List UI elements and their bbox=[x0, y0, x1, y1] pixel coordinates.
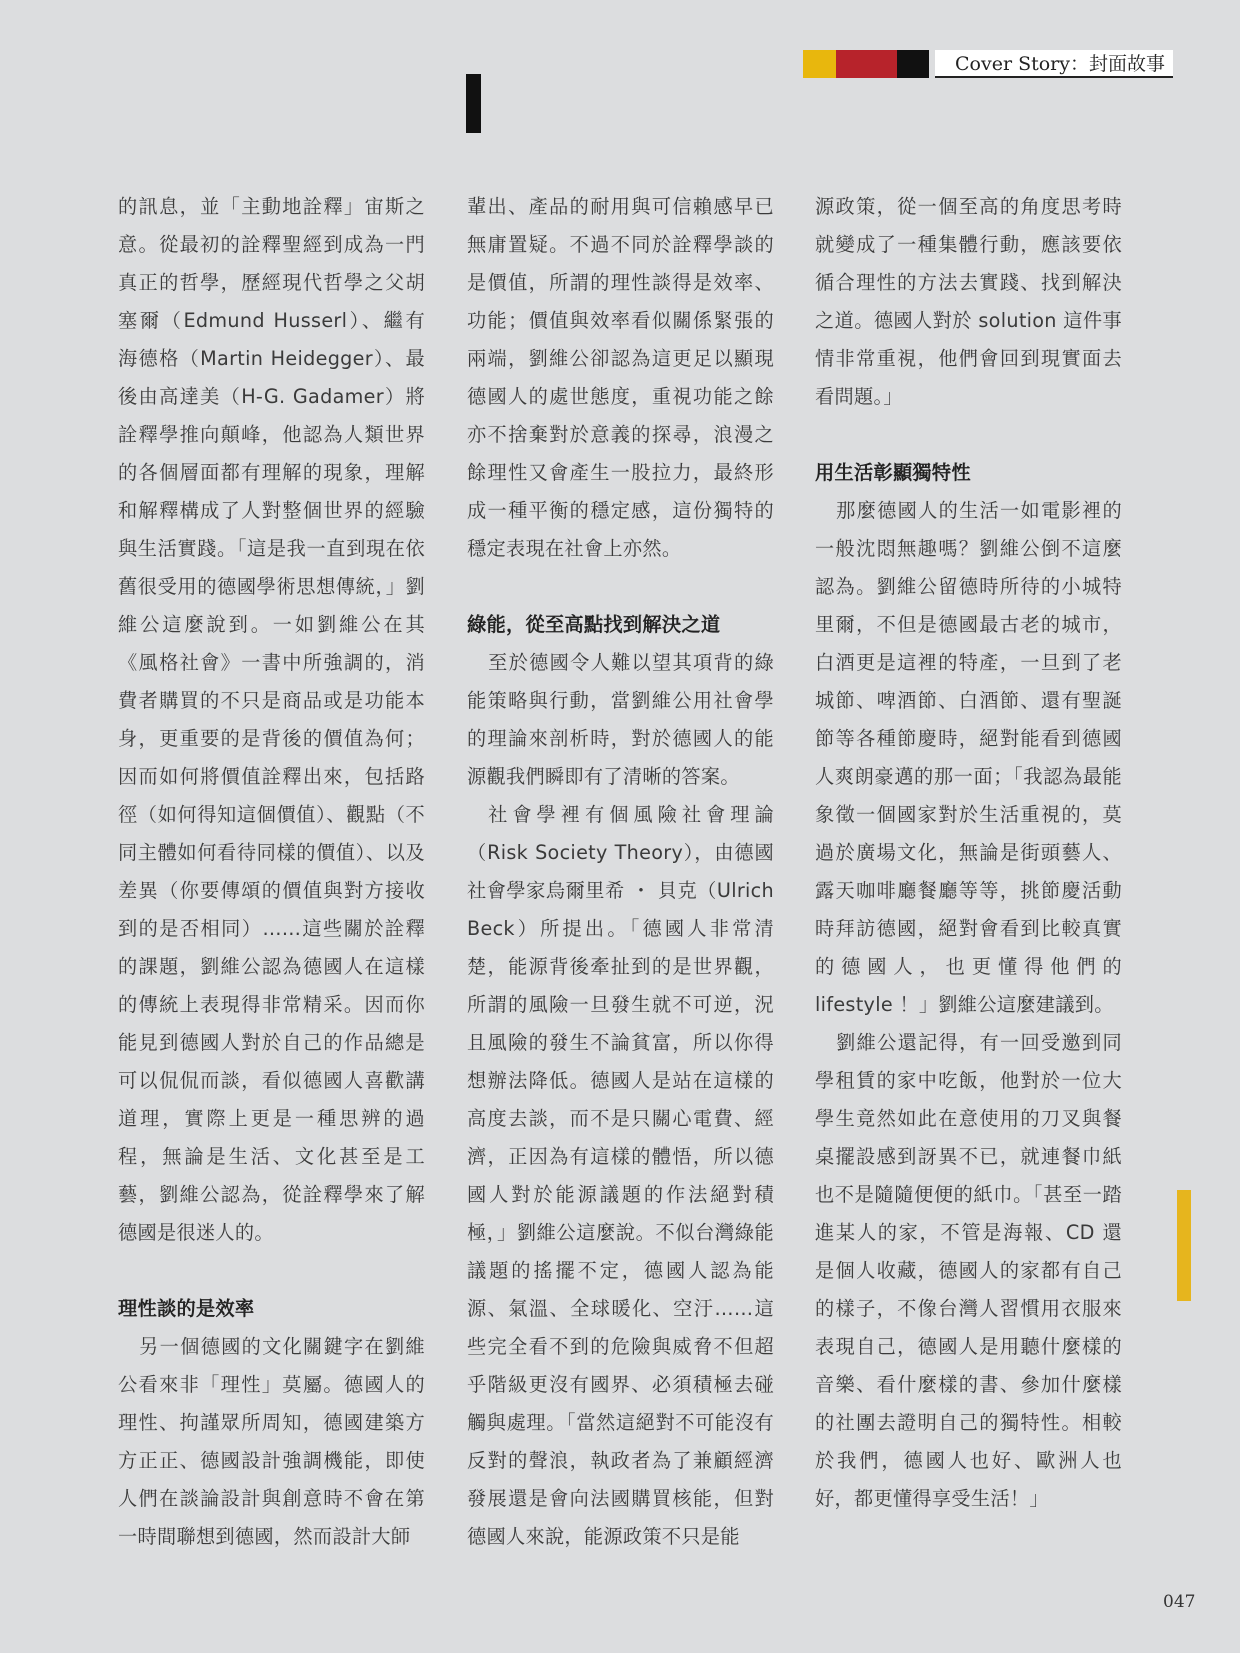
body-paragraph: 的訊息，並「主動地詮釋」宙斯之意。從最初的詮釋聖經到成為一門真正的哲學，歷經現代哲學之父胡塞爾（Edmund Husserl）、繼有海德格（Martin Heidegger）、最後由高達美（H-G. Gadamer）將詮釋學推向顛峰，他認為人類世界的各個層面都有理解的現象，理解和解釋構成了人對整個世界的經驗與生活實踐。「這是我一直到現在依舊很受用的德國學術思想傳統，」劉維公這麼說到。一如劉維公在其《風格社會》一書中所強調的，消費者購買的不只是商品或是功能本身，更重要的是背後的價值為何；因而如何將價值詮釋出來，包括路徑（如何得知這個價值）、觀點（不同主體如何看待同樣的價值）、以及差異（你要傳頌的價值與對方接收到的是否相同）……這些關於詮釋的課題，劉維公認為德國人在這樣的傳統上表現得非常精采。因而你能見到德國人對於自己的作品總是可以侃侃而談，看似德國人喜歡講道理，實際上更是一種思辨的過程，無論是生活、文化甚至是工藝，劉維公認為，從詮釋學來了解德國是很迷人的。 bbox=[118, 195, 425, 1244]
body-paragraph: 那麼德國人的生活一如電影裡的一般沈悶無趣嗎？劉維公倒不這麼認為。劉維公留德時所待的小城特里爾，不但是德國最古老的城市，白酒更是這裡的特產，一旦到了老城節、啤酒節、白酒節、還有聖誕節等各種節慶時，絕對能看到德國人爽朗豪邁的那一面；「我認為最能象徵一個國家對於生活重視的，莫過於廣場文化，無論是街頭藝人、露天咖啡廳餐廳等等，挑節慶活動時拜訪德國，絕對會看到比較真實的德國人，也更懂得他們的 lifestyle ！」劉維公這麼建議到。 bbox=[815, 499, 1122, 1016]
article-column-2 bbox=[467, 188, 774, 1556]
article-column-3 bbox=[815, 188, 1122, 1518]
section-heading: 用生活彰顯獨特性 bbox=[815, 461, 971, 484]
body-paragraph: 劉維公還記得，有一回受邀到同學租賃的家中吃飯，他對於一位大學生竟然如此在意使用的刀叉與餐桌擺設感到訝異不已，就連餐巾紙也不是隨隨便便的紙巾。「甚至一踏進某人的家，不管是海報、CD 還是個人收藏，德國人的家都有自己的樣子，不像台灣人習慣用衣服來表現自己，德國人是用聽什麼樣的音樂、看什麼樣的書、參加什麼樣的社團去證明自己的獨特性。相較於我們，德國人也好、歐洲人也好，都更懂得享受生活！」 bbox=[815, 1031, 1122, 1510]
flag-yellow-block bbox=[803, 50, 836, 78]
flag-red-block bbox=[836, 50, 897, 78]
german-flag-stripe bbox=[803, 50, 929, 78]
section-label: Cover Story：封面故事 bbox=[935, 50, 1173, 78]
article-column-1 bbox=[118, 188, 425, 1556]
decorative-black-bar bbox=[466, 74, 481, 133]
body-paragraph: 社會學裡有個風險社會理論（Risk Society Theory），由德國社會學家烏爾里希 ・ 貝克（Ulrich Beck）所提出。「德國人非常清楚，能源背後牽扯到的是世界觀，所謂的風險一旦發生就不可逆，況且風險的發生不論貧富，所以你得想辦法降低。德國人是站在這樣的高度去談，而不是只關心電費、經濟，正因為有這樣的體悟，所以德國人對於能源議題的作法絕對積極，」劉維公這麼說。不似台灣綠能議題的搖擺不定，德國人認為能源、氣溫、全球暖化、空汙……這些完全看不到的危險與威脅不但超乎階級更沒有國界、必須積極去碰觸與處理。「當然這絕對不可能沒有反對的聲浪，執政者為了兼顧經濟發展還是會向法國購買核能，但對德國人來說，能源政策不只是能 bbox=[467, 803, 774, 1548]
section-heading: 綠能，從至高點找到解決之道 bbox=[467, 613, 721, 636]
page-number: 047 bbox=[1163, 1592, 1196, 1612]
section-heading: 理性談的是效率 bbox=[118, 1297, 255, 1320]
flag-black-block bbox=[897, 50, 929, 78]
body-paragraph: 源政策，從一個至高的角度思考時就變成了一種集體行動，應該要依循合理性的方法去實踐、找到解決之道。德國人對於 solution 這件事情非常重視，他們會回到現實面去看問題。」 bbox=[815, 195, 1122, 408]
body-paragraph: 至於德國令人難以望其項背的綠能策略與行動，當劉維公用社會學的理論來剖析時，對於德國人的能源觀我們瞬即有了清晰的答案。 bbox=[467, 651, 774, 788]
body-paragraph: 另一個德國的文化關鍵字在劉維公看來非「理性」莫屬。德國人的理性、拘謹眾所周知，德國建築方方正正、德國設計強調機能，即使人們在談論設計與創意時不會在第一時間聯想到德國，然而設計大師 bbox=[118, 1335, 425, 1548]
body-paragraph: 輩出、產品的耐用與可信賴感早已無庸置疑。不過不同於詮釋學談的是價值，所謂的理性談得是效率、功能；價值與效率看似關係緊張的兩端，劉維公卻認為這更足以顯現德國人的處世態度，重視功能之餘亦不捨棄對於意義的探尋，浪漫之餘理性又會產生一股拉力，最終形成一種平衡的穩定感，這份獨特的穩定表現在社會上亦然。 bbox=[467, 195, 774, 560]
decorative-side-tab bbox=[1177, 1190, 1191, 1301]
